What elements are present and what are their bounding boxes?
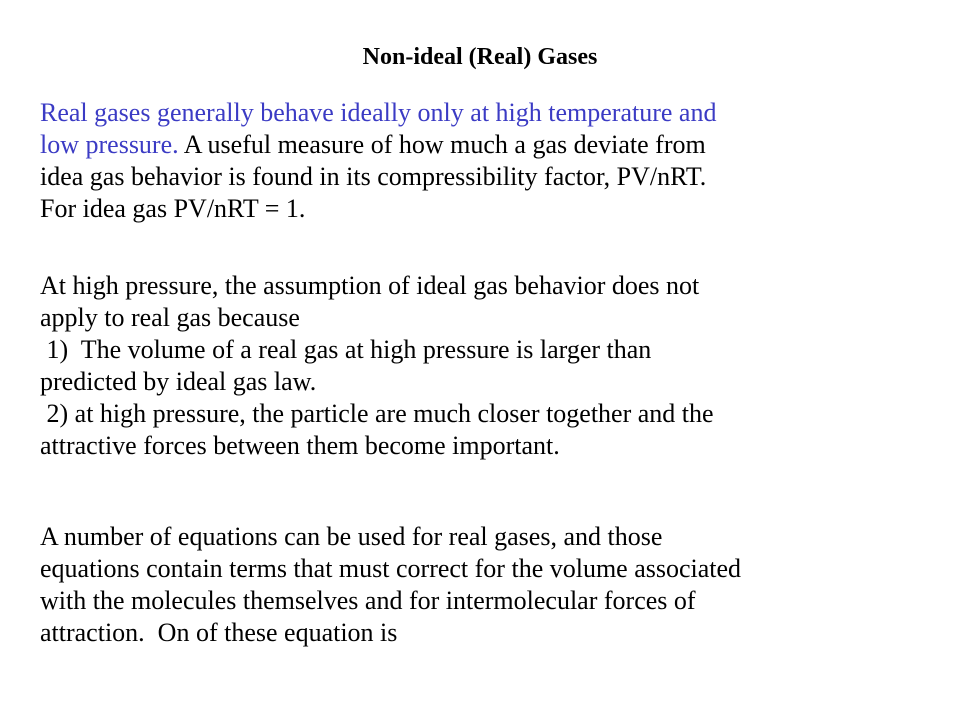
paragraph2-line-6: attractive forces between them become important.: [40, 431, 560, 460]
paragraph-real-gas-equations: [40, 521, 940, 649]
paragraph2-line-1: At high pressure, the assumption of ideal gas behavior does not: [40, 271, 700, 300]
paragraph3-line-4: attraction. On of these equation is: [40, 618, 398, 647]
paragraph3-line-3: with the molecules themselves and for intermolecular forces of: [40, 586, 696, 615]
paragraph3-line-2: equations contain terms that must correct for the volume associated: [40, 554, 742, 583]
paragraph1-line-2-rest: A useful measure of how much a gas deviate from: [178, 130, 706, 159]
paragraph1-line-1: [40, 97, 940, 129]
paragraph2-line-3: 1) The volume of a real gas at high pressure is larger than: [40, 335, 652, 364]
paragraph2-line-5: 2) at high pressure, the particle are much closer together and the: [40, 399, 714, 428]
paragraph1-line-2: [40, 129, 940, 161]
highlighted-text: Real gases generally behave ideally only at high temperature and: [40, 98, 717, 127]
paragraph2-line-4: predicted by ideal gas law.: [40, 367, 317, 396]
paragraph1-line-4: For idea gas PV/nRT = 1.: [40, 194, 306, 223]
paragraph2-line-2: apply to real gas because: [40, 303, 300, 332]
slide-title: Non-ideal (Real) Gases: [362, 44, 598, 70]
paragraph1-line-3: idea gas behavior is found in its compressibility factor, PV/nRT.: [40, 162, 707, 191]
paragraph-high-pressure: [40, 270, 940, 462]
paragraph3-line-1: A number of equations can be used for real gases, and those: [40, 522, 663, 551]
paragraph-compressibility: [40, 97, 940, 225]
highlighted-text: low pressure.: [40, 130, 179, 159]
